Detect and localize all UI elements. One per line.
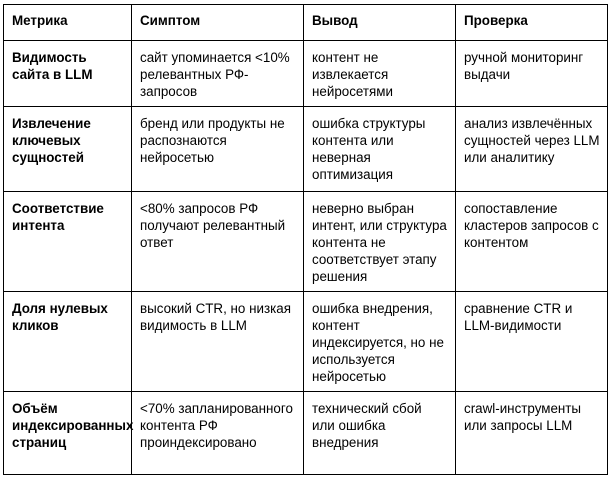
cell-symptom: <80% запросов РФ получают релевантный ответ xyxy=(132,192,304,292)
cell-conclusion: ошибка структуры контента или неверная оптимизация xyxy=(304,107,456,192)
cell-conclusion: технический сбой или ошибка внедрения xyxy=(304,392,456,475)
metrics-table xyxy=(3,4,608,475)
cell-check: анализ извлечённых сущностей через LLM или аналитику xyxy=(456,107,608,192)
cell-symptom: высокий CTR, но низкая видимость в LLM xyxy=(132,292,304,392)
cell-conclusion: ошибка внедрения, контент индексируется, но не используется нейросетью xyxy=(304,292,456,392)
cell-symptom: бренд или продукты не распознаются нейросетью xyxy=(132,107,304,192)
cell-metric: Видимость сайта в LLM xyxy=(4,41,132,107)
header-metric: Метрика xyxy=(4,5,132,41)
cell-conclusion: контент не извлекается нейросетями xyxy=(304,41,456,107)
cell-metric: Соответствие интента xyxy=(4,192,132,292)
header-check: Проверка xyxy=(456,5,608,41)
table-row xyxy=(4,192,608,292)
cell-symptom: сайт упоминается <10% релевантных РФ-запросов xyxy=(132,41,304,107)
table-header-row xyxy=(4,5,608,41)
cell-conclusion: неверно выбран интент, или структура контента не соответствует этапу решения xyxy=(304,192,456,292)
cell-check: crawl-инструменты или запросы LLM xyxy=(456,392,608,475)
cell-symptom: <70% запланированного контента РФ проиндексировано xyxy=(132,392,304,475)
cell-metric: Извлечение ключевых сущностей xyxy=(4,107,132,192)
table-row xyxy=(4,107,608,192)
table-row xyxy=(4,292,608,392)
cell-metric: Доля нулевых кликов xyxy=(4,292,132,392)
cell-check: сравнение CTR и LLM-видимости xyxy=(456,292,608,392)
header-conclusion: Вывод xyxy=(304,5,456,41)
cell-metric: Объём индексированных страниц xyxy=(4,392,132,475)
table-row xyxy=(4,41,608,107)
cell-check: ручной мониторинг выдачи xyxy=(456,41,608,107)
header-symptom: Симптом xyxy=(132,5,304,41)
cell-check: сопоставление кластеров запросов с контентом xyxy=(456,192,608,292)
table-row xyxy=(4,392,608,475)
